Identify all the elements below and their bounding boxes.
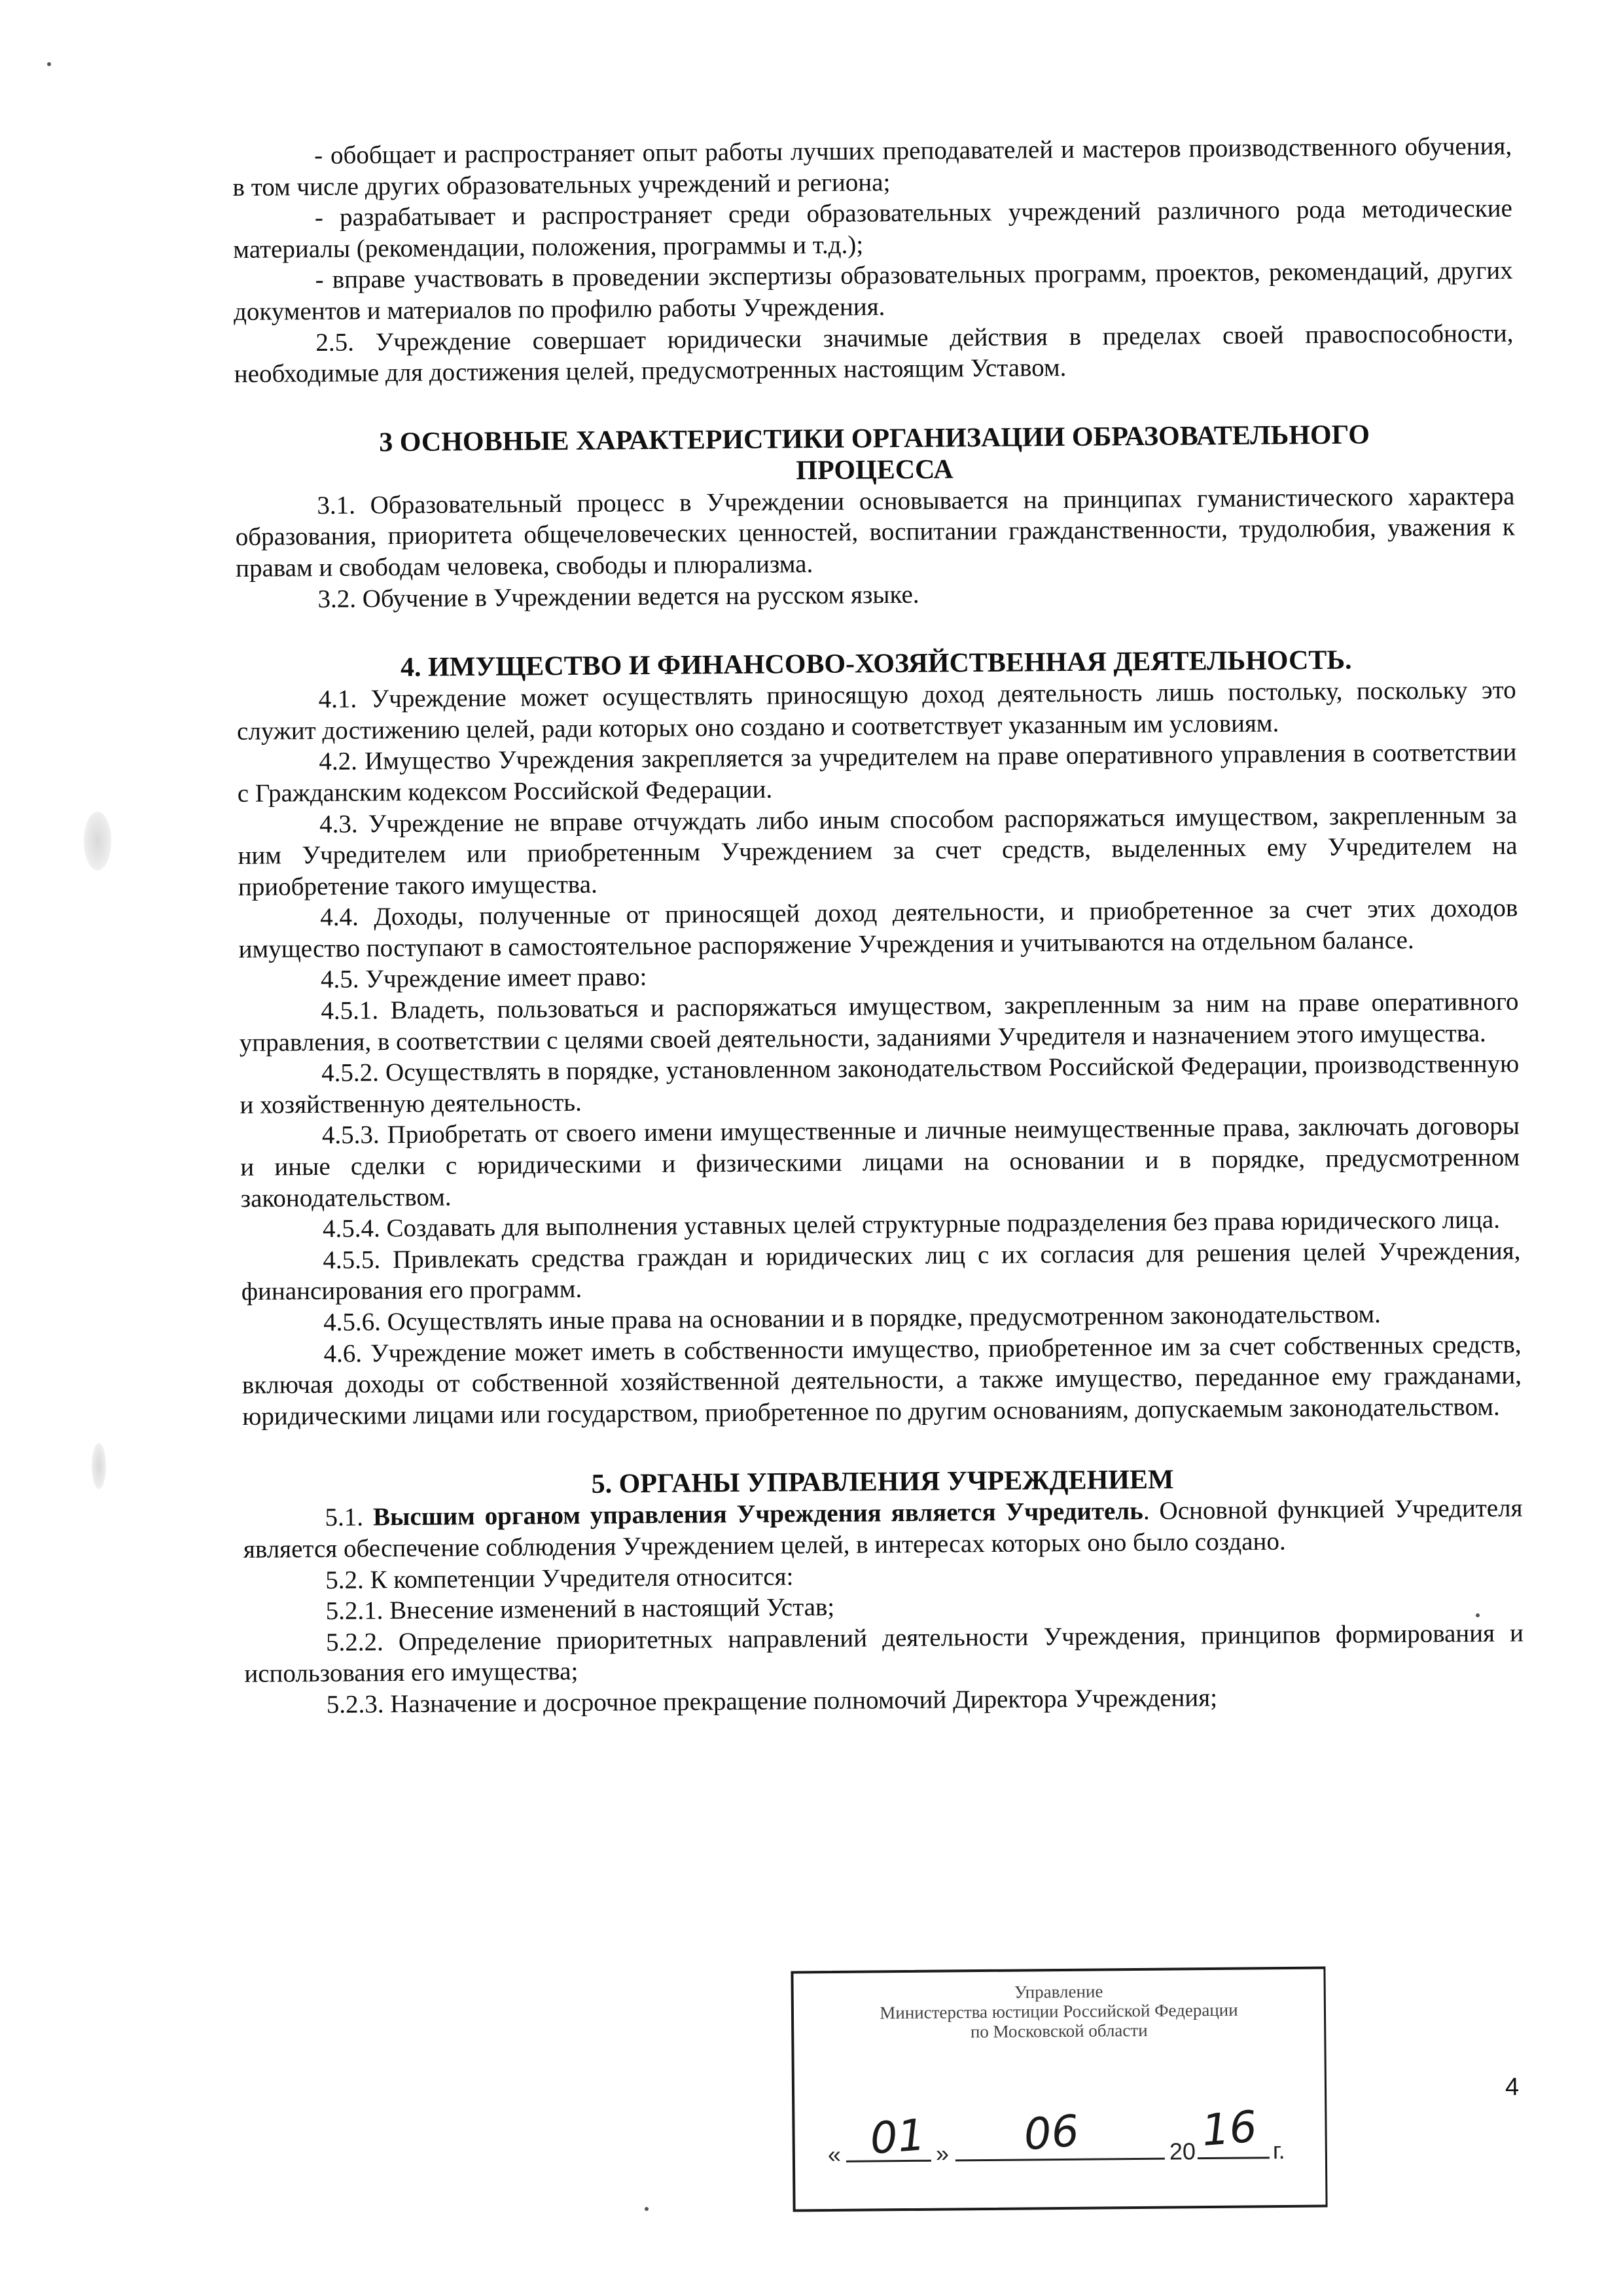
paragraph: 2.5. Учреждение совершает юридически значимые действия в пределах своей правоспособности, необходимые для достижения целей, предусмотренных настоящим Уставом. [234,319,1514,389]
paragraph: - вправе участвовать в проведении экспертизы образовательных программ, проектов, рекомендаций, других документов и материалов по профилю работы Учреждения. [233,257,1513,326]
section-3-heading-line-1: 3 ОСНОВНЫЕ ХАРАКТЕРИСТИКИ ОРГАНИЗАЦИИ ОБРАЗОВАТЕЛЬНОГО [379,420,1370,458]
paragraph: 3.2. Обучение в Учреждении ведется на русском языке. [317,580,919,613]
quote-open: « [827,2140,842,2168]
registration-stamp [791,1966,1327,2212]
section-4-heading: 4. ИМУЩЕСТВО И ФИНАНСОВО-ХОЗЯЙСТВЕННАЯ ДЕЯТЕЛЬНОСТЬ. [400,645,1352,683]
paragraph: - разрабатывает и распространяет среди образовательных учреждений различного рода методические материалы (рекомендации, положения, программы и т.д.); [233,194,1513,264]
paragraph: 4.4. Доходы, полученные от приносящей доход деятельности, и приобретенное за счет этих доходов имущество поступают в самостоятельное распоряжение Учреждения и учитываются на отдельном балансе. [238,893,1518,963]
scan-speck [1476,1613,1480,1617]
stamp-date [827,2101,1306,2171]
paragraph: 4.5.3. Приобретать от своего имени имущественные и личные неимущественные права, заключать договоры и иные сделки с юридическими и физическими лицами на основании и в порядке, предусмотренном законодательством. [240,1112,1520,1213]
paragraph: 5.2.1. Внесение изменений в настоящий Устав; [325,1592,835,1626]
section-3-heading-line-2: ПРОЦЕССА [796,454,954,486]
stamp-line-3: по Московской области [970,2020,1148,2042]
paragraph: 4.5.5. Привлекать средства граждан и юридических лиц с их согласия для решения целей Учреждения, финансирования его программ. [241,1236,1521,1306]
paragraph-number: 5.1. [325,1503,364,1532]
month-underline [955,2158,1165,2162]
punch-hole-mark [84,812,111,870]
paragraph-5-1 [243,1493,1523,1566]
bold-phrase: Высшим органом управления Учреждения является Учредитель [372,1497,1144,1532]
paragraph: 3.1. Образовательный процесс в Учреждении основывается на принципах гуманистического характера образования, приоритета общечеловеческих ценностей, воспитании гражданственности, трудолюбия, уважения к правам и свободам человека, свободы и плюрализма. [235,482,1515,583]
stamp-organization [794,1979,1325,2043]
section-3-heading [234,418,1514,490]
paragraph: 4.6. Учреждение может иметь в собственности имущество, приобретенное им за счет собственных средств, включая доходы от собственной хозяйственной деятельности, а также имущество, переданное ему гражданами, юридическими лицами или государством, приобретенное по другим основаниям, допускаемым законодательством. [241,1330,1522,1431]
paragraph: 4.2. Имущество Учреждения закрепляется за учредителем на праве оперативного управления в соответствии с Гражданским кодексом Российской Федерации. [237,738,1517,808]
paragraph: 5.2.2. Определение приоритетных направлений деятельности Учреждения, принципов формирования и использования его имущества; [244,1619,1524,1689]
paragraph: 4.5.6. Осуществлять иные права на основании и в порядке, предусмотренном законодательством. [323,1300,1381,1336]
stamp-line-2: Министерства юстиции Российской Федерации [880,2000,1238,2023]
paragraph: 4.1. Учреждение может осуществлять приносящую доход деятельность лишь постольку, поскольку это служит достижению целей, ради которых оно создано и соответствует указанным им условиям. [236,675,1516,745]
year-unit: г. [1272,2136,1285,2164]
paragraph: - обобщает и распространяет опыт работы лучших преподавателей и мастеров производственного обучения, в том числе других образовательных учреждений и региона; [232,132,1512,202]
paragraph: 4.5. Учреждение имеет право: [320,963,647,994]
paragraph: 4.3. Учреждение не вправе отчуждать либо иным способом распоряжаться имуществом, закрепленным за ним Учредителем или приобретенным Учреждением за счет средств, выделенных ему Учредителем на приобретение такого имущества. [238,800,1518,901]
section-5-heading: 5. ОРГАНЫ УПРАВЛЕНИЯ УЧРЕЖДЕНИЕМ [591,1465,1174,1500]
scan-speck [47,62,51,66]
scan-speck [645,2207,649,2211]
paragraph: 4.5.1. Владеть, пользоваться и распоряжаться имуществом, закрепленным за ним на праве оперативного управления, в соответствии с целями своей деятельности, заданиями Учредителя и назначением этого имущества. [239,987,1519,1057]
stamp-line-1: Управление [1014,1981,1103,2002]
quote-close: » [935,2140,950,2167]
year-underline [1198,2157,1270,2159]
paragraph-rest: . Основной функцией Учредителя является обеспечение соблюдения Учреждением целей, в интересах которых оно было создано. [243,1494,1523,1564]
handwritten-month: 06 [1022,2105,1081,2161]
page-number: 4 [1505,2073,1520,2101]
paragraph: 5.2.3. Назначение и досрочное прекращение полномочий Директора Учреждения; [326,1683,1218,1719]
handwritten-day: 01 [868,2109,927,2164]
paragraph: 4.5.4. Создавать для выполнения уставных целей структурные подразделения без права юридического лица. [322,1206,1501,1244]
document-page [232,131,1524,1721]
handwritten-year: 16 [1200,2101,1259,2156]
paragraph: 4.5.2. Осуществлять в порядке, установленном законодательством Российской Федерации, производственную и хозяйственную деятельность. [240,1049,1520,1119]
punch-hole-mark [92,1443,106,1489]
year-prefix: 20 [1169,2138,1196,2165]
paragraph: 5.2. К компетенции Учредителя относится: [325,1562,794,1594]
